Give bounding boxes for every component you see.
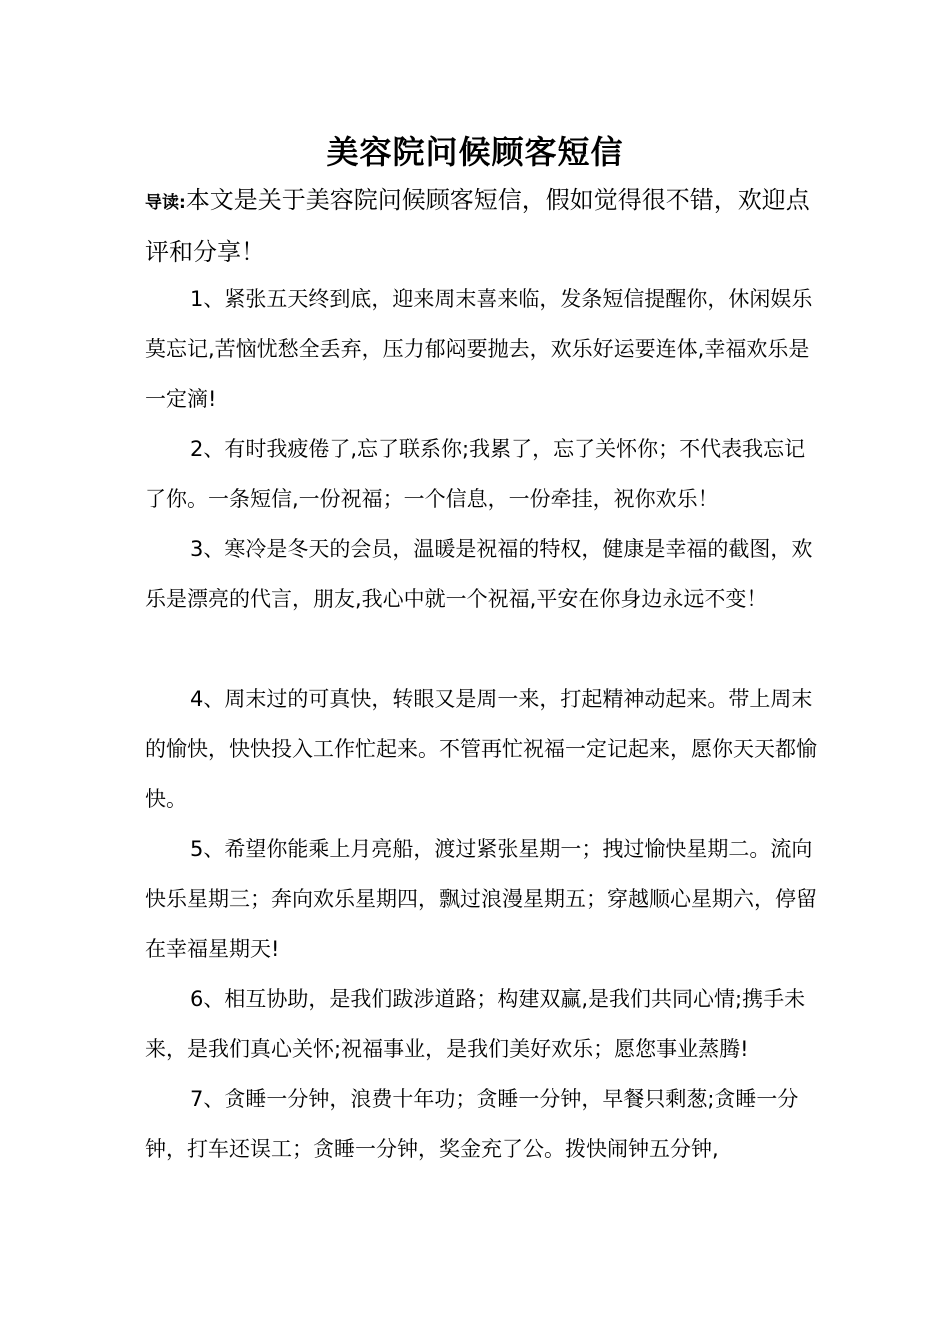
paragraph-5: 5、希望你能乘上月亮船，渡过紧张星期一；拽过愉快星期二。流向快乐星期三；奔向欢乐星期四，飘过浪漫星期五；穿越顺心星期六，停留在幸福星期天! [145, 837, 817, 961]
intro-text: 本文是关于美容院问候顾客短信，假如觉得很不错，欢迎点评和分享！ [145, 186, 810, 266]
intro-paragraph [145, 176, 825, 277]
paragraph-1: 1、紧张五天终到底，迎来周末喜来临，发条短信提醒你，休闲娱乐莫忘记,苦恼忧愁全丢弃，压力郁闷要抛去，欢乐好运要连体,幸福欢乐是一定滴! [145, 287, 813, 411]
paragraph-7: 7、贪睡一分钟，浪费十年功；贪睡一分钟，早餐只剩葱;贪睡一分钟，打车还误工；贪睡一分钟，奖金充了公。拨快闹钟五分钟, [145, 1087, 799, 1161]
intro-label: 导读: [145, 193, 186, 213]
page-title: 美容院问候顾客短信 [326, 133, 624, 171]
paragraph-4: 4、周末过的可真快，转眼又是周一来，打起精神动起来。带上周末的愉快，快快投入工作忙起来。不管再忙祝福一定记起来，愿你天天都愉快。 [145, 687, 817, 811]
paragraph-3: 3、寒冷是冬天的会员，温暖是祝福的特权，健康是幸福的截图，欢乐是漂亮的代言，朋友,我心中就一个祝福,平安在你身边永远不变！ [145, 537, 813, 611]
paragraph-2: 2、有时我疲倦了,忘了联系你;我累了，忘了关怀你；不代表我忘记了你。一条短信,一份祝福；一个信息，一份牵挂，祝你欢乐！ [145, 437, 806, 511]
paragraph-6: 6、相互协助，是我们跋涉道路；构建双赢,是我们共同心情;携手未来，是我们真心关怀;祝福事业，是我们美好欢乐；愿您事业蒸腾! [145, 987, 806, 1061]
paragraph-spacer [145, 624, 825, 674]
document-body [145, 274, 825, 1174]
